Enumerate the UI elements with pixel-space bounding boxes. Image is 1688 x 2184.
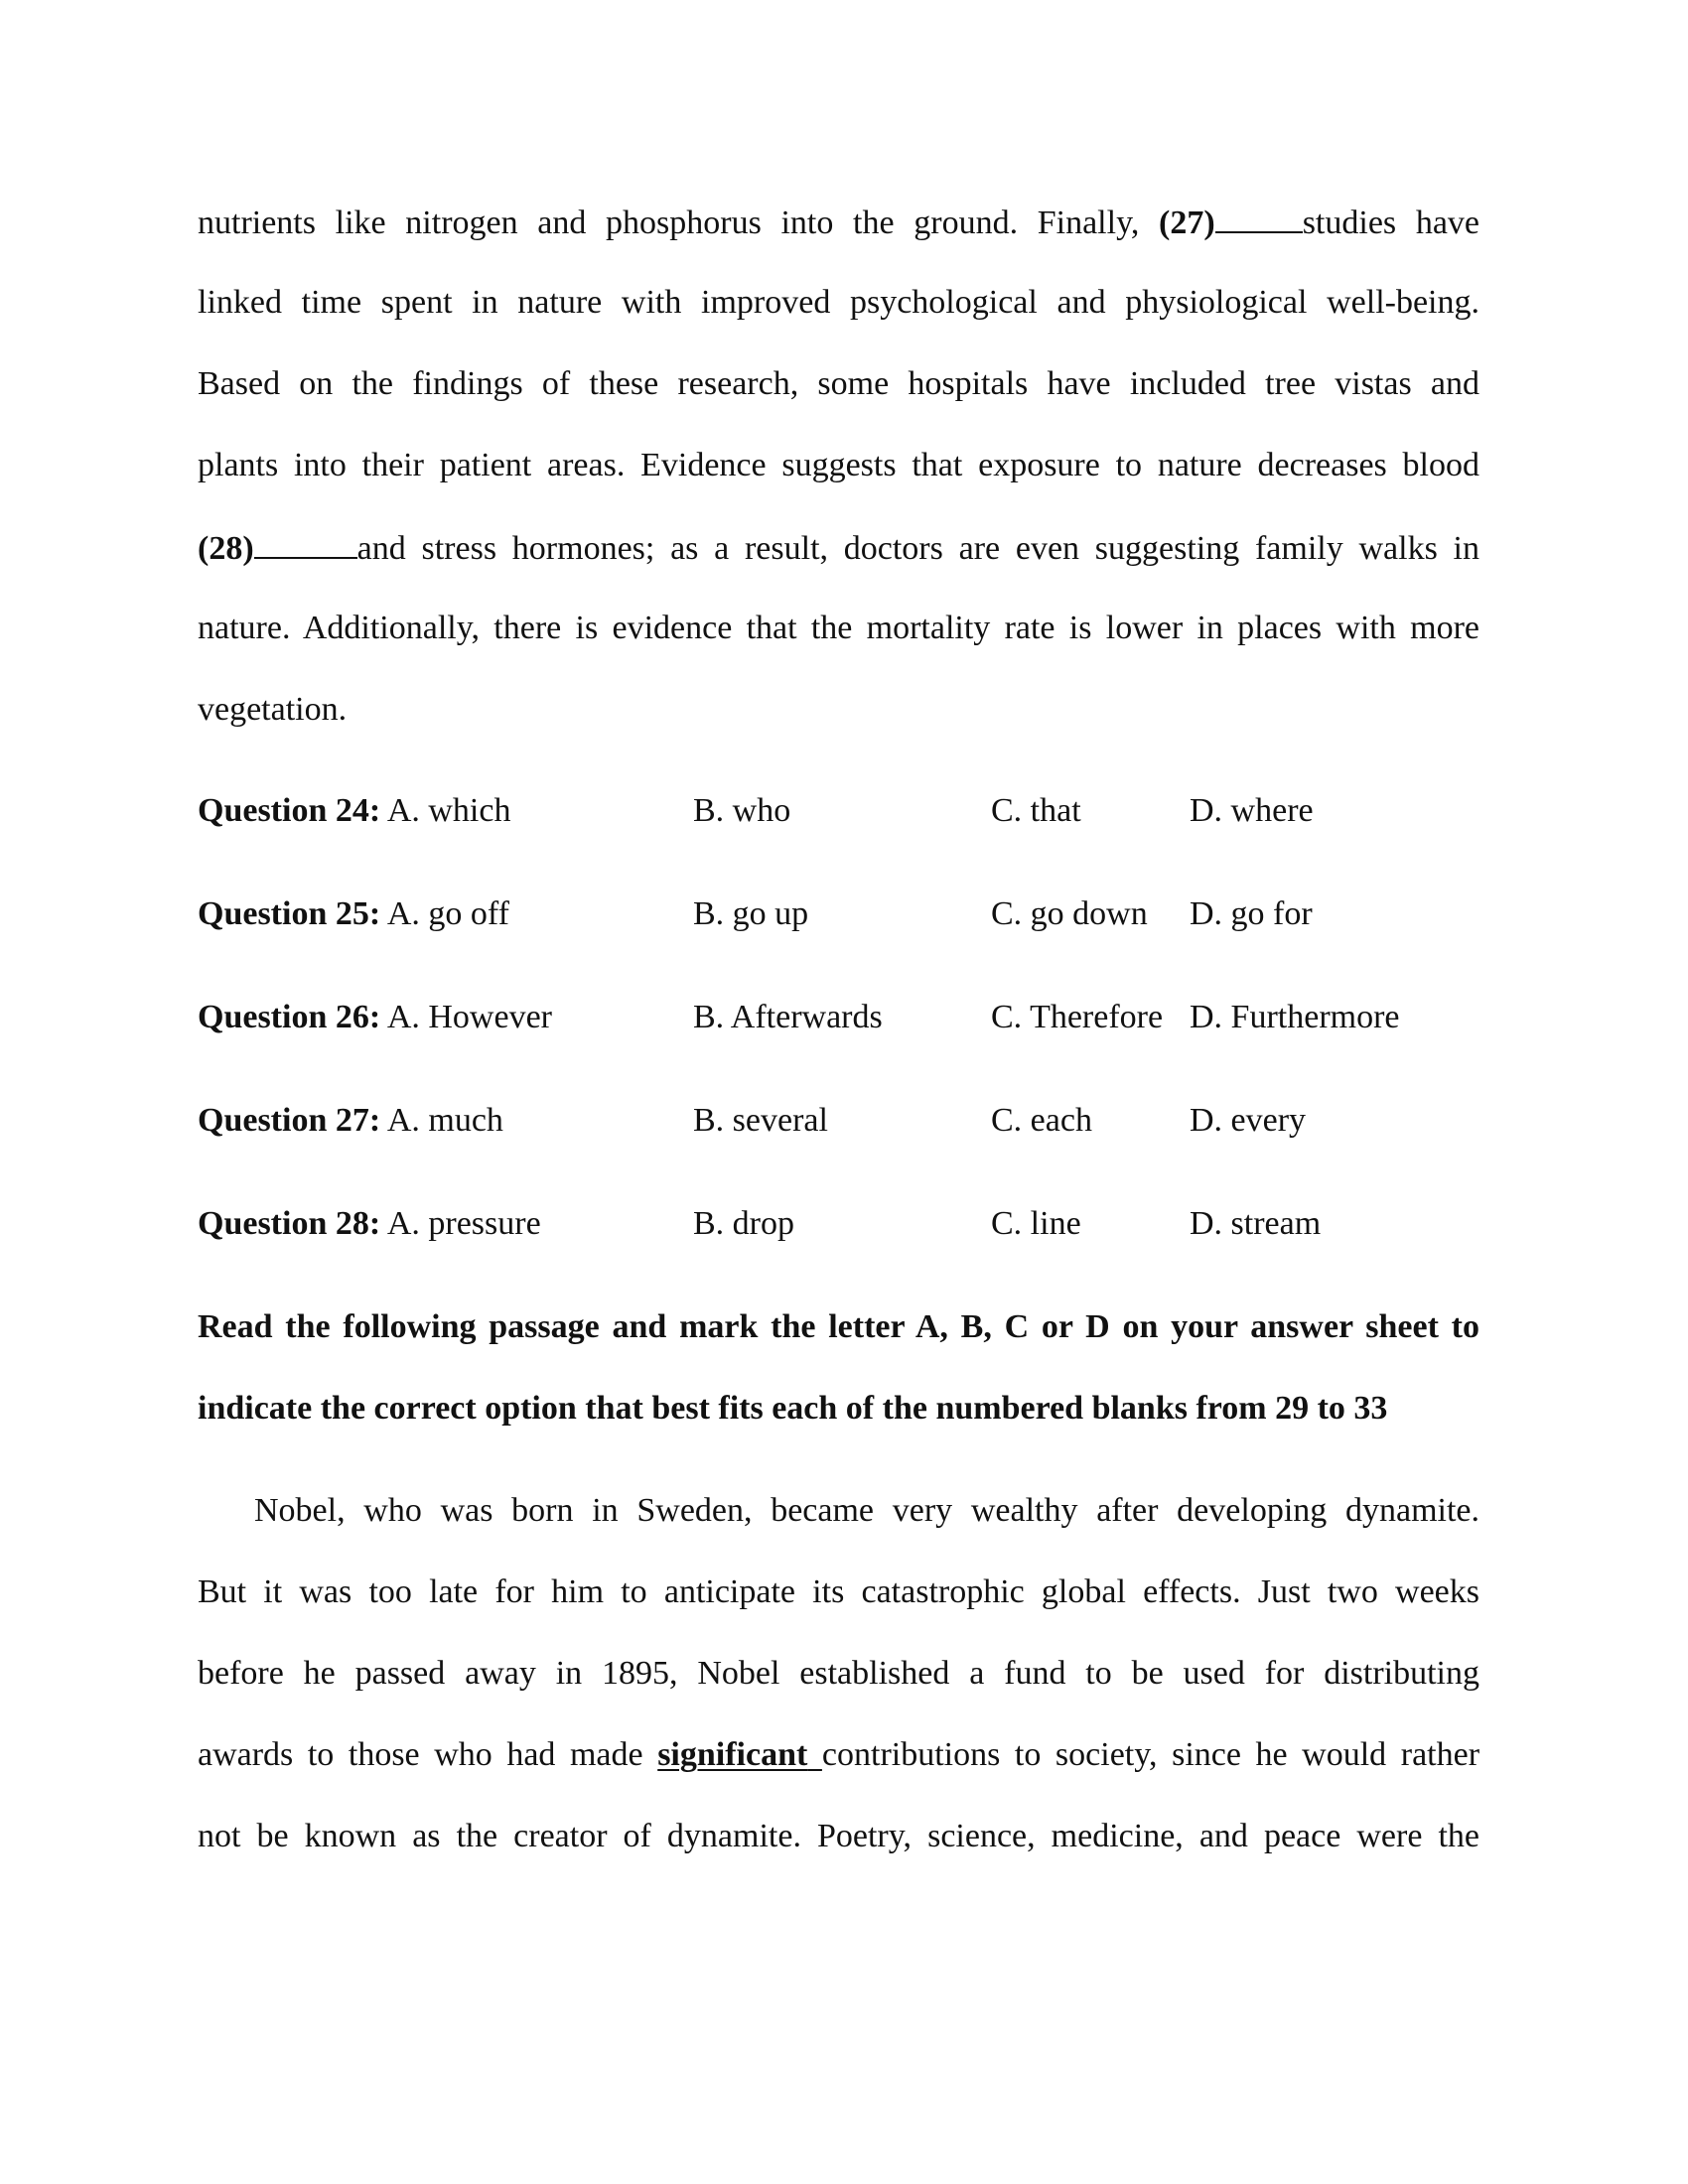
question-option-c: C. Therefore <box>991 999 1164 1035</box>
question-option-d: D. Furthermore <box>1190 999 1400 1035</box>
question-label: Question 26: <box>198 999 381 1035</box>
question-option-b: B. several <box>693 1102 828 1139</box>
question-option-d: D. where <box>1190 792 1314 829</box>
passage-text: studies have <box>1302 205 1479 241</box>
question-row-26 <box>198 998 1479 1037</box>
question-row-24 <box>198 791 1479 831</box>
passage1-line-7: vegetation. <box>198 691 348 728</box>
question-option-a: Question 27: A. much <box>198 1102 503 1139</box>
passage2-line-2: But it was too late for him to anticipate its catastrophic global effects. Just two weeks <box>198 1573 1479 1610</box>
question-option-b: B. drop <box>693 1205 794 1242</box>
blank-28 <box>254 527 357 559</box>
question-option-b: B. Afterwards <box>693 999 883 1035</box>
passage-text: nutrients like nitrogen and phosphorus into the ground. Finally, <box>198 205 1140 241</box>
question-row-25 <box>198 894 1479 934</box>
question-option-a: Question 28: A. pressure <box>198 1205 541 1242</box>
instruction-line-1: Read the following passage and mark the letter A, B, C or D on your answer sheet to <box>198 1308 1479 1345</box>
passage2-line-3: before he passed away in 1895, Nobel established a fund to be used for distributing <box>198 1655 1479 1692</box>
question-option-b: B. who <box>693 792 791 829</box>
question-option-d: D. stream <box>1190 1205 1322 1242</box>
question-label: Question 27: <box>198 1102 381 1139</box>
passage1-line-4: plants into their patient areas. Evidence suggests that exposure to nature decreases blood <box>198 447 1479 483</box>
question-option-d: D. go for <box>1190 895 1313 932</box>
blank-number-28: (28) <box>198 530 254 567</box>
question-row-28 <box>198 1204 1479 1244</box>
blank-number-27: (27) <box>1159 205 1215 241</box>
question-option-d: D. every <box>1190 1102 1307 1139</box>
question-option-a: Question 25: A. go off <box>198 895 509 932</box>
question-row-27 <box>198 1101 1479 1141</box>
question-option-c: C. each <box>991 1102 1092 1139</box>
question-option-b: B. go up <box>693 895 809 932</box>
question-option-c: C. go down <box>991 895 1148 932</box>
passage1-line-2: linked time spent in nature with improved psychological and physiological well-being. <box>198 284 1479 321</box>
passage1-line-1 <box>198 202 1479 243</box>
passage-text: awards to those who had made <box>198 1736 643 1773</box>
question-option-a: Question 26: A. However <box>198 999 552 1035</box>
passage2-line-4 <box>198 1735 1479 1775</box>
question-option-a: Question 24: A. which <box>198 792 511 829</box>
question-option-c: C. line <box>991 1205 1081 1242</box>
instruction-line-2: indicate the correct option that best fits each of the numbered blanks from 29 to 33 <box>198 1390 1388 1427</box>
underlined-word: significant <box>657 1736 808 1773</box>
question-label: Question 24: <box>198 792 381 829</box>
passage1-line-6: nature. Additionally, there is evidence that the mortality rate is lower in places with more <box>198 610 1479 646</box>
passage-text: contributions to society, since he would rather <box>821 1736 1480 1773</box>
question-label: Question 28: <box>198 1205 381 1242</box>
passage1-line-3: Based on the findings of these research, some hospitals have included tree vistas and <box>198 365 1479 402</box>
question-label: Question 25: <box>198 895 381 932</box>
blank-27 <box>1215 202 1303 233</box>
passage1-line-5 <box>198 527 1479 569</box>
passage2-line-1: Nobel, who was born in Sweden, became very wealthy after developing dynamite. <box>254 1492 1479 1529</box>
passage2-line-5: not be known as the creator of dynamite. Poetry, science, medicine, and peace were the <box>198 1818 1479 1854</box>
question-option-c: C. that <box>991 792 1081 829</box>
passage-text: and stress hormones; as a result, doctors are even suggesting family walks in <box>356 530 1479 567</box>
